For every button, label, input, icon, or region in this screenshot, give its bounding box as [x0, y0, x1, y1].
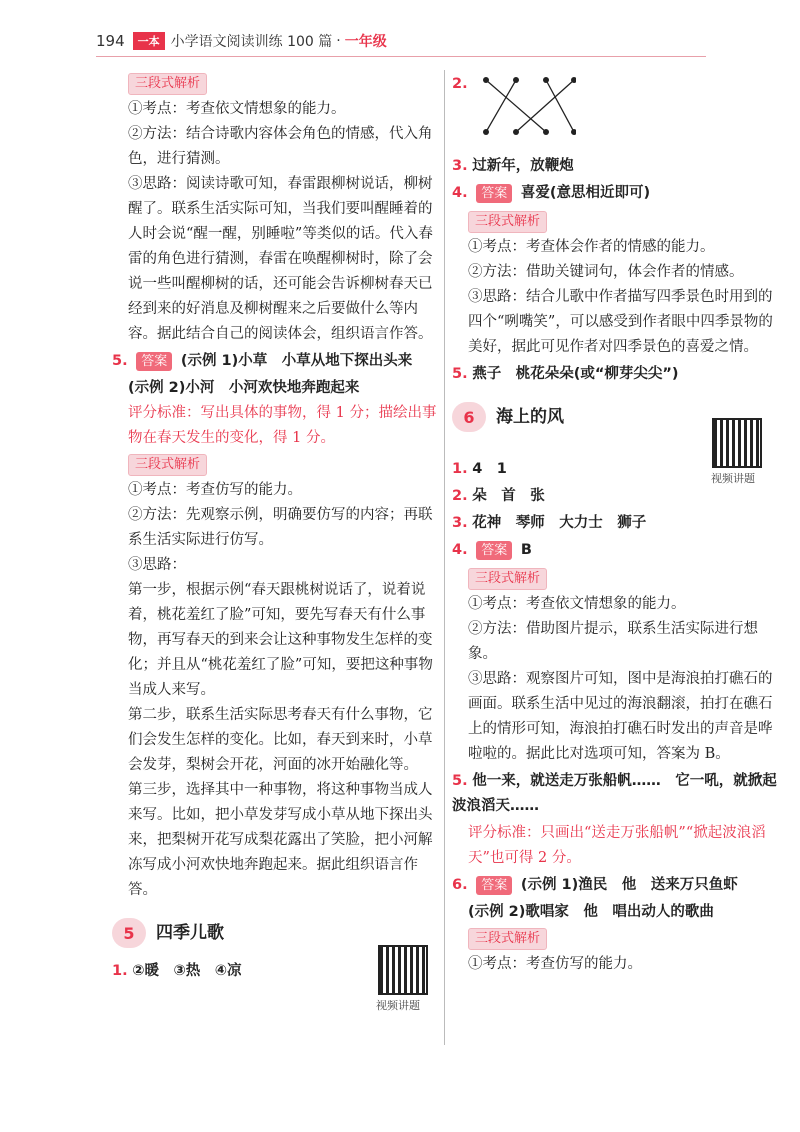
qr-code-icon[interactable]: [712, 418, 762, 468]
page-number: 194: [96, 32, 125, 50]
question-number: 1.: [112, 963, 128, 979]
answer-text: 花神 琴师 大力士 狮子: [472, 515, 647, 531]
answer-line-2: (示例 2)歌唱家 他 唱出动人的歌曲: [468, 904, 714, 920]
brand-logo: 一本: [133, 32, 165, 50]
left-column: [112, 70, 442, 986]
question-number: 5.: [452, 773, 468, 789]
analysis-kaodian: ①考点：考查仿写的能力。: [128, 482, 302, 498]
right-column: [452, 70, 782, 977]
score-standard: 评分标准：只画出“送走万张船帆”“掀起波浪滔天”也可得 2 分。: [468, 825, 766, 866]
analysis-kaodian: ①考点：考查依文情想象的能力。: [468, 596, 686, 612]
title-dot: ·: [336, 33, 341, 49]
header-divider: [96, 56, 706, 57]
analysis-fangfa: ②方法：借助图片提示，联系生活实际进行想象。: [468, 621, 758, 662]
analysis-fangfa: ②方法：借助关键词句，体会作者的情感。: [468, 264, 744, 280]
answer-text: 4 1: [472, 461, 507, 477]
lesson-number: 6: [452, 402, 486, 432]
analysis-kaodian: ①考点：考查体会作者的情感的能力。: [468, 239, 715, 255]
answer-text: 他一来，就送走万张船帆…… 它一吼，就掀起波浪滔天……: [452, 773, 777, 814]
three-part-badge: 三段式解析: [468, 928, 547, 950]
question-number: 5.: [112, 353, 128, 369]
answer-text: 燕子 桃花朵朵(或“柳芽尖尖”): [472, 366, 679, 382]
video-label: 视频讲题: [376, 999, 420, 1012]
answer-badge: 答案: [476, 876, 512, 895]
three-part-badge: 三段式解析: [468, 568, 547, 590]
answer-badge: 答案: [476, 184, 512, 203]
question-number: 1.: [452, 461, 468, 477]
answer-line: (示例 1)渔民 他 送来万只鱼虾: [520, 877, 738, 893]
question-2: [452, 72, 782, 152]
question-4: [452, 181, 782, 206]
analysis-step-3: 第三步，选择其中一种事物，将这种事物当成人来写。比如，把小草发芽写成小草从地下探出头来，把梨树开花写成梨花露出了笑脸，把小河解冻写成小河欢快地奔跑起来。据此组织语言作答。: [128, 782, 433, 898]
analysis-step-2: 第二步，联系生活实际思考春天有什么事物，它们会发生怎样的变化。比如，春天到来时，小草会发芽，梨树会开花，河面的冰开始融化等。: [128, 707, 433, 773]
lesson-title: 四季儿歌: [156, 922, 224, 943]
answer-text: B: [520, 542, 532, 558]
analysis-silu: ③思路：: [128, 557, 186, 573]
column-divider: [444, 70, 445, 1045]
analysis-silu: ③思路：结合儿歌中作者描写四季景色时用到的四个“咧嘴笑”，可以感受到作者眼中四季景物的美好，据此可见作者对四季景色的喜爱之情。: [468, 289, 773, 355]
question-5: [112, 349, 442, 374]
question-number: 2.: [452, 488, 468, 504]
grade-label: 一年级: [344, 34, 387, 50]
question-number: 4.: [452, 185, 468, 201]
analysis-kaodian: ①考点：考查仿写的能力。: [468, 956, 642, 972]
book-title: 小学语文阅读训练 100 篇: [170, 34, 333, 50]
lesson-6-question-4: [452, 538, 782, 563]
answer-text: ②暖 ③热 ④凉: [132, 963, 242, 979]
question-number: 6.: [452, 877, 468, 893]
answer-text: 喜爱(意思相近即可): [520, 185, 651, 201]
answer-line-2: (示例 2)小河 小河欢快地奔跑起来: [128, 380, 360, 396]
answer-line: (示例 1)小草 小草从地下探出头来: [180, 353, 413, 369]
three-part-badge: 三段式解析: [128, 454, 207, 476]
analysis-silu: ③思路：阅读诗歌可知，春雷跟柳树说话，柳树醒了。联系生活实际可知，当我们要叫醒睡着的人时会说“醒一醒，别睡啦”等类似的话。代入春雷的角色进行猜测，春雷在唤醒柳树时，除了会说一些叫醒柳树的话，还可能会告诉柳树春天已经到来的好消息及柳树醒来之后要做什么等内容。据此结合自己的阅读体会，组织语言作答。: [128, 176, 433, 342]
analysis-step-1: 第一步，根据示例“春天跟桃树说话了，说着说着，桃花羞红了脸”可知，要先写春天有什么事物，再写春天的到来会让这种事物发生怎样的变化；并且从“桃花羞红了脸”可知，要把这种事物当成人来写。: [128, 582, 433, 698]
lesson-number: 5: [112, 918, 146, 948]
analysis-fangfa: ②方法：先观察示例，明确要仿写的内容；再联系生活实际进行仿写。: [128, 507, 433, 548]
lesson-6-question-2: [452, 484, 782, 509]
three-part-badge: 三段式解析: [468, 211, 547, 233]
three-part-badge: 三段式解析: [128, 73, 207, 95]
question-number: 5.: [452, 366, 468, 382]
analysis-silu: ③思路：观察图片可知，图中是海浪拍打礁石的画面。联系生活中见过的海浪翻滚，拍打在礁石上的情形可知，海浪拍打礁石时发出的声音是哗啦啦的。据此比对选项可知，答案为 B。: [468, 671, 773, 762]
answer-text: 朵 首 张: [472, 488, 545, 504]
lesson-title: 海上的风: [496, 406, 564, 427]
matching-lines-diagram: [476, 72, 576, 142]
question-number: 2.: [452, 76, 468, 92]
answer-badge: 答案: [136, 352, 172, 371]
lesson-6-question-3: [452, 511, 782, 536]
question-number: 3.: [452, 515, 468, 531]
answer-text: 过新年，放鞭炮: [472, 158, 574, 174]
question-number: 4.: [452, 542, 468, 558]
qr-code-icon[interactable]: [378, 945, 428, 995]
analysis-fangfa: ②方法：结合诗歌内容体会角色的情感，代入角色，进行猜测。: [128, 126, 433, 167]
analysis-kaodian: ①考点：考查依文情想象的能力。: [128, 101, 346, 117]
answer-badge: 答案: [476, 541, 512, 560]
question-5: [452, 362, 782, 387]
question-number: 3.: [452, 158, 468, 174]
page-header: [96, 28, 387, 54]
lesson-6-question-6: [452, 873, 782, 898]
video-label: 视频讲题: [711, 472, 755, 485]
score-standard: 评分标准：写出具体的事物，得 1 分；描绘出事物在春天发生的变化，得 1 分。: [128, 405, 437, 446]
question-3: [452, 154, 782, 179]
lesson-6-question-5: [452, 769, 782, 819]
